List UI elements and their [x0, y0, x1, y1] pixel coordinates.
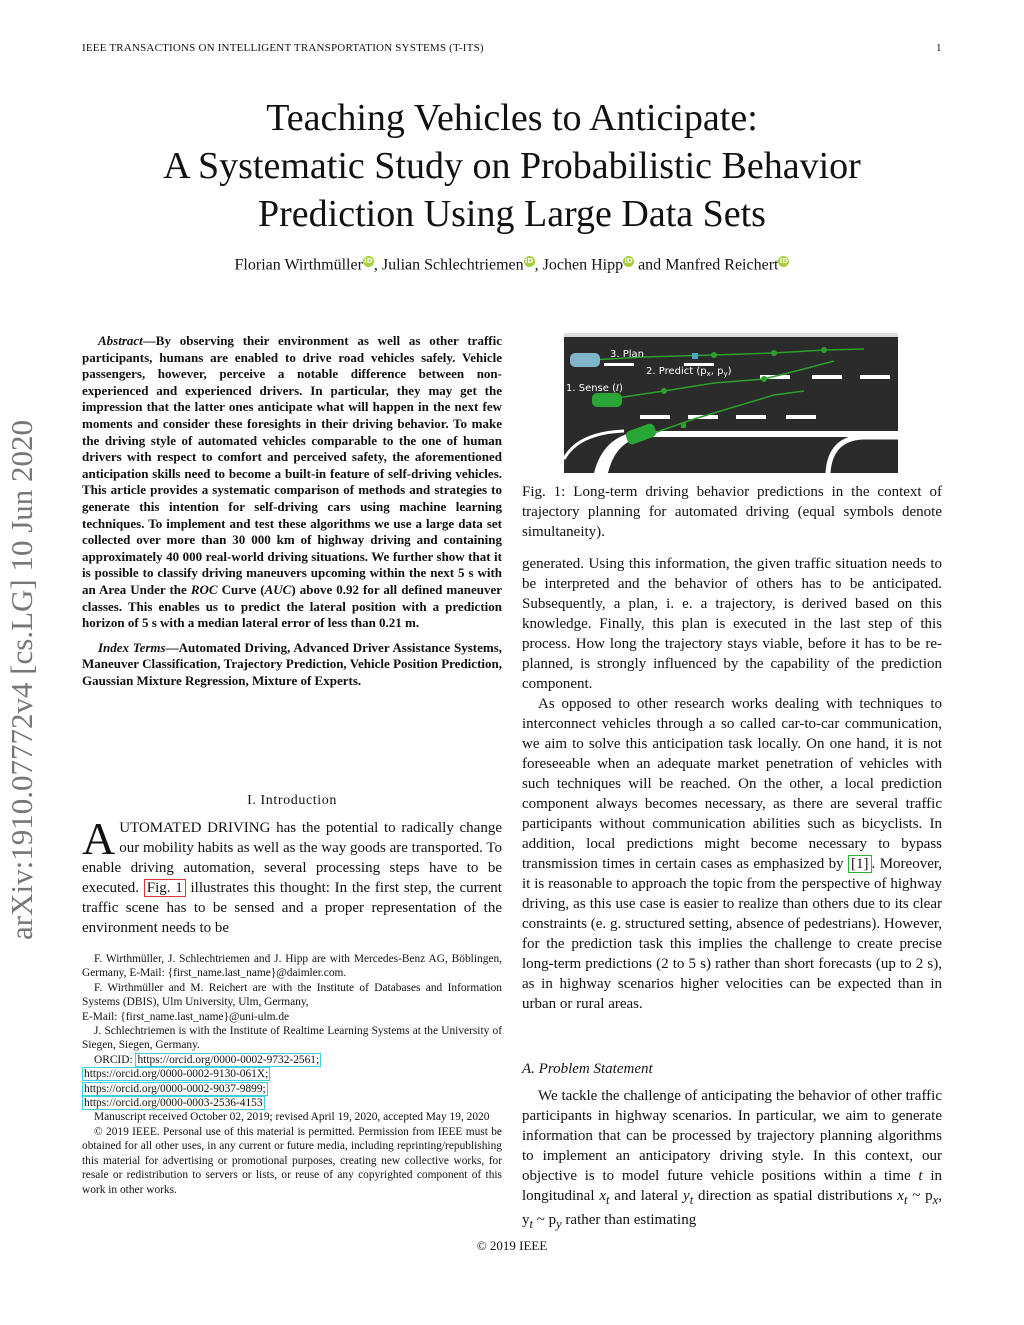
- orcid-row-3: [82, 1082, 502, 1096]
- math-sub: t: [903, 1193, 908, 1207]
- figure-road-scene: [564, 333, 898, 473]
- car-2: [592, 393, 622, 407]
- math-var: y: [683, 1188, 690, 1204]
- label-sense: 1. Sense (I): [566, 383, 623, 394]
- abstract-end: ) above 0.92 for all defined maneuver classes. This enables us to predict the lateral position with a prediction horizon of 5 s with a median lateral error of less than 0.21 m.: [82, 581, 502, 631]
- road-edge-top: [564, 333, 898, 337]
- label-plan: 3. Plan: [610, 349, 644, 360]
- journal-header: IEEE TRANSACTIONS ON INTELLIGENT TRANSPORTATION SYSTEMS (T-ITS): [82, 42, 484, 54]
- label-predict: 2. Predict ($p_x$, $p_y$): [646, 366, 732, 378]
- math-sub: t: [689, 1193, 694, 1207]
- arxiv-stamp: arXiv:1910.07772v4 [cs.LG] 10 Jun 2020: [4, 419, 39, 940]
- intro-lead: UTOMATED DRIVING: [119, 820, 271, 836]
- author-3: Jochen Hipp: [542, 256, 624, 274]
- paragraph-text: As opposed to other research works dealing with techniques to interconnect vehicles through a so called car-to-car communication, we aim to solve this anticipation task locally. On one hand, it is not foreseeable when an adequate market penetration of vehicles with such techniques will be reached. On the other, a local prediction component always becomes necessary, as there are several traffic participants without communication abilities such as bicyclists. In addition, local predictions might become necessary to bypass transmission times in certain cases as emphasized by: [522, 696, 942, 872]
- abstract: [82, 333, 502, 689]
- footnotes: [82, 952, 502, 1197]
- footnote-3: J. Schlechtriemen is with the Institute of Realtime Learning Systems at the University of Siegen, Siegen, Germany.: [82, 1025, 502, 1052]
- orcid-icon[interactable]: iD: [624, 257, 633, 265]
- orcid-row-4: [82, 1096, 502, 1110]
- orcid-label: ORCID:: [94, 1053, 136, 1066]
- abstract-label: Abstract: [98, 333, 143, 348]
- math-var: x: [897, 1188, 904, 1204]
- orcid-row-2: [82, 1067, 502, 1081]
- text: in longitudinal: [522, 1168, 942, 1204]
- orcid-link-2[interactable]: https://orcid.org/0000-0002-9130-061X;: [84, 1068, 269, 1081]
- title-line-1: Teaching Vehicles to Anticipate:: [266, 97, 758, 139]
- abstract-roc: ROC: [190, 581, 218, 597]
- math-text: ~ p: [907, 1188, 933, 1204]
- author-4: Manfred Reichert: [665, 256, 779, 274]
- ego-marker: [692, 353, 698, 359]
- orcid-icon[interactable]: iD: [779, 257, 789, 265]
- orcid-link-3[interactable]: https://orcid.org/0000-0002-9037-9899;: [84, 1082, 266, 1095]
- section-heading: I. Introduction: [247, 793, 337, 808]
- paragraph: generated. Using this information, the given traffic situation needs to be interpreted and the behavior of others has to be anticipated. Subsequently, a plan, i. e. a trajectory, is derived based on this knowledge. Finally, this plan is executed in the last step of this process. How long the trajectory stays viable, before it has to be re-planned, is strongly influenced by the capability of the prediction component.: [522, 556, 942, 692]
- paper-title: [0, 94, 1024, 238]
- paragraph: [522, 694, 942, 1014]
- footnote-2: F. Wirthmüller and M. Reichert are with the Institute of Databases and Information Systems (DBIS), Ulm University, Ulm, Germany,: [82, 981, 502, 1009]
- text: rather than estimating: [561, 1212, 697, 1228]
- text: and lateral: [609, 1188, 684, 1204]
- intro-paragraph: [82, 813, 502, 938]
- figure-caption: Fig. 1: Long-term driving behavior predictions in the context of trajectory planning for automated driving (equal symbols denote simultaneity).: [522, 484, 942, 540]
- author-1: Florian Wirthmüller: [234, 256, 363, 274]
- footnote-copyright: © 2019 IEEE. Personal use of this material is permitted. Permission from IEEE must be obtained for all other uses, in any current or future media, including reprinting/republishing this material for advertising or promotional purposes, creating new collective works, for resale or redistribution to servers or lists, or reuse of any copyrighted component of this work in other works.: [82, 1125, 502, 1196]
- figure-reference-link[interactable]: Fig. 1: [144, 879, 186, 897]
- footnote-1: F. Wirthmüller, J. Schlechtriemen and J. Hipp are with Mercedes-Benz AG, Böblingen, Germany, E-Mail: {first_name.last_name}@daimler.com.: [82, 953, 502, 980]
- math-sub: t: [605, 1193, 610, 1207]
- author-list: [0, 256, 1024, 274]
- abstract-auc: AUC: [264, 581, 292, 597]
- citation-link[interactable]: [1]: [848, 855, 872, 873]
- text: direction as spatial distributions: [693, 1188, 898, 1204]
- title-line-3: Prediction Using Large Data Sets: [258, 193, 766, 235]
- footnote-orcid: [82, 1053, 502, 1067]
- author-sep: and: [634, 256, 666, 274]
- orcid-icon[interactable]: iD: [525, 257, 534, 265]
- footnote-received: Manuscript received October 02, 2019; revised April 19, 2020, accepted May 19, 2020: [94, 1111, 490, 1124]
- math-var: x: [599, 1188, 606, 1204]
- page-number: 1: [936, 42, 942, 54]
- abstract-text: —By observing their environment as well as other traffic participants, humans are enabled to drive road vehicles safely. Vehicle passengers, however, perceive a notable difference between non-experienced and experienced drivers. In particular, they may get the impression that the latter ones anticipate what will happen in the next few moments and consider these foresights in their driving behavior. To make the driving style of automated vehicles comparable to the one of human drivers with respect to comfort and perceived safety, the aforementioned anticipation skills need to become a built-in feature of self-driving vehicles. This article provides a systematic comparison of methods and strategies to generate this intention for self-driving cars using machine learning techniques. To implement and test these algorithms we use a large data set collected over more than 30 000 km of highway driving and containing approximately 40 000 real-world driving situations. We further show that it is possible to classify driving maneuvers upcoming within the next 5 s with an Area Under the: [82, 333, 502, 597]
- footnote-2-email: E-Mail: {first_name.last_name}@uni-ulm.de: [82, 1010, 290, 1023]
- title-line-2: A Systematic Study on Probabilistic Behavior: [163, 145, 861, 187]
- math-text: ~ p: [532, 1212, 557, 1228]
- math-sub: y: [556, 1217, 562, 1231]
- right-column-text: [522, 554, 942, 1014]
- math-sub: x: [932, 1193, 939, 1207]
- author-sep: ,: [534, 256, 543, 274]
- author-sep: ,: [373, 256, 382, 274]
- problem-statement-paragraph: [522, 1086, 942, 1234]
- paragraph-text: . Moreover, it is reasonable to approach the topic from the perspective of highway driving, as this use case is easier to realize than others due to its clear constraints (e. g. structured setting, absence of pedestrians). However, for the prediction task this implies the challenge to create precise long-term predictions (2 to 5 s) rather than short forecasts (up to 2 s), as in highway scenarios higher velocities can be expected than in urban or rural areas.: [522, 856, 943, 1012]
- index-terms-text: —Automated Driving, Advanced Driver Assistance Systems, Maneuver Classification, Trajectory Prediction, Vehicle Position Prediction, Gaussian Mixture Regression, Mixture of Experts.: [82, 639, 503, 688]
- orcid-link-1[interactable]: https://orcid.org/0000-0002-9732-2561;: [137, 1053, 320, 1066]
- subsection-heading: A. Problem Statement: [522, 1061, 653, 1077]
- intro-text-1: has the potential to radically change our mobility habits as well as the way goods are transported. To enable driving automation, several processing steps have to be executed.: [82, 820, 502, 896]
- intro-text-2: illustrates this thought: In the first step, the current traffic scene has to be sensed and a proper representation of the environment needs to be: [82, 880, 502, 936]
- index-terms-label: Index Terms: [98, 639, 166, 655]
- orcid-icon[interactable]: iD: [364, 257, 373, 265]
- page-footer: © 2019 IEEE: [476, 1238, 548, 1253]
- ego-car: [570, 353, 600, 367]
- drop-cap: A: [82, 813, 116, 864]
- text: We tackle the challenge of anticipating the behavior of other traffic participants in highway scenarios. In particular, we aim to generate information that can be processed by trajectory planning algorithms to implement an anticipatory driving style. In this context, our objective is to model future vehicle positions within a time: [522, 1088, 942, 1184]
- math-sub: t: [529, 1217, 533, 1231]
- abstract-mid: Curve (: [217, 581, 265, 597]
- math-var: t: [918, 1168, 923, 1184]
- author-2: Julian Schlechtriemen: [381, 256, 524, 274]
- orcid-link-4[interactable]: https://orcid.org/0000-0003-2536-4153: [84, 1097, 263, 1110]
- math-text: , y: [522, 1188, 942, 1228]
